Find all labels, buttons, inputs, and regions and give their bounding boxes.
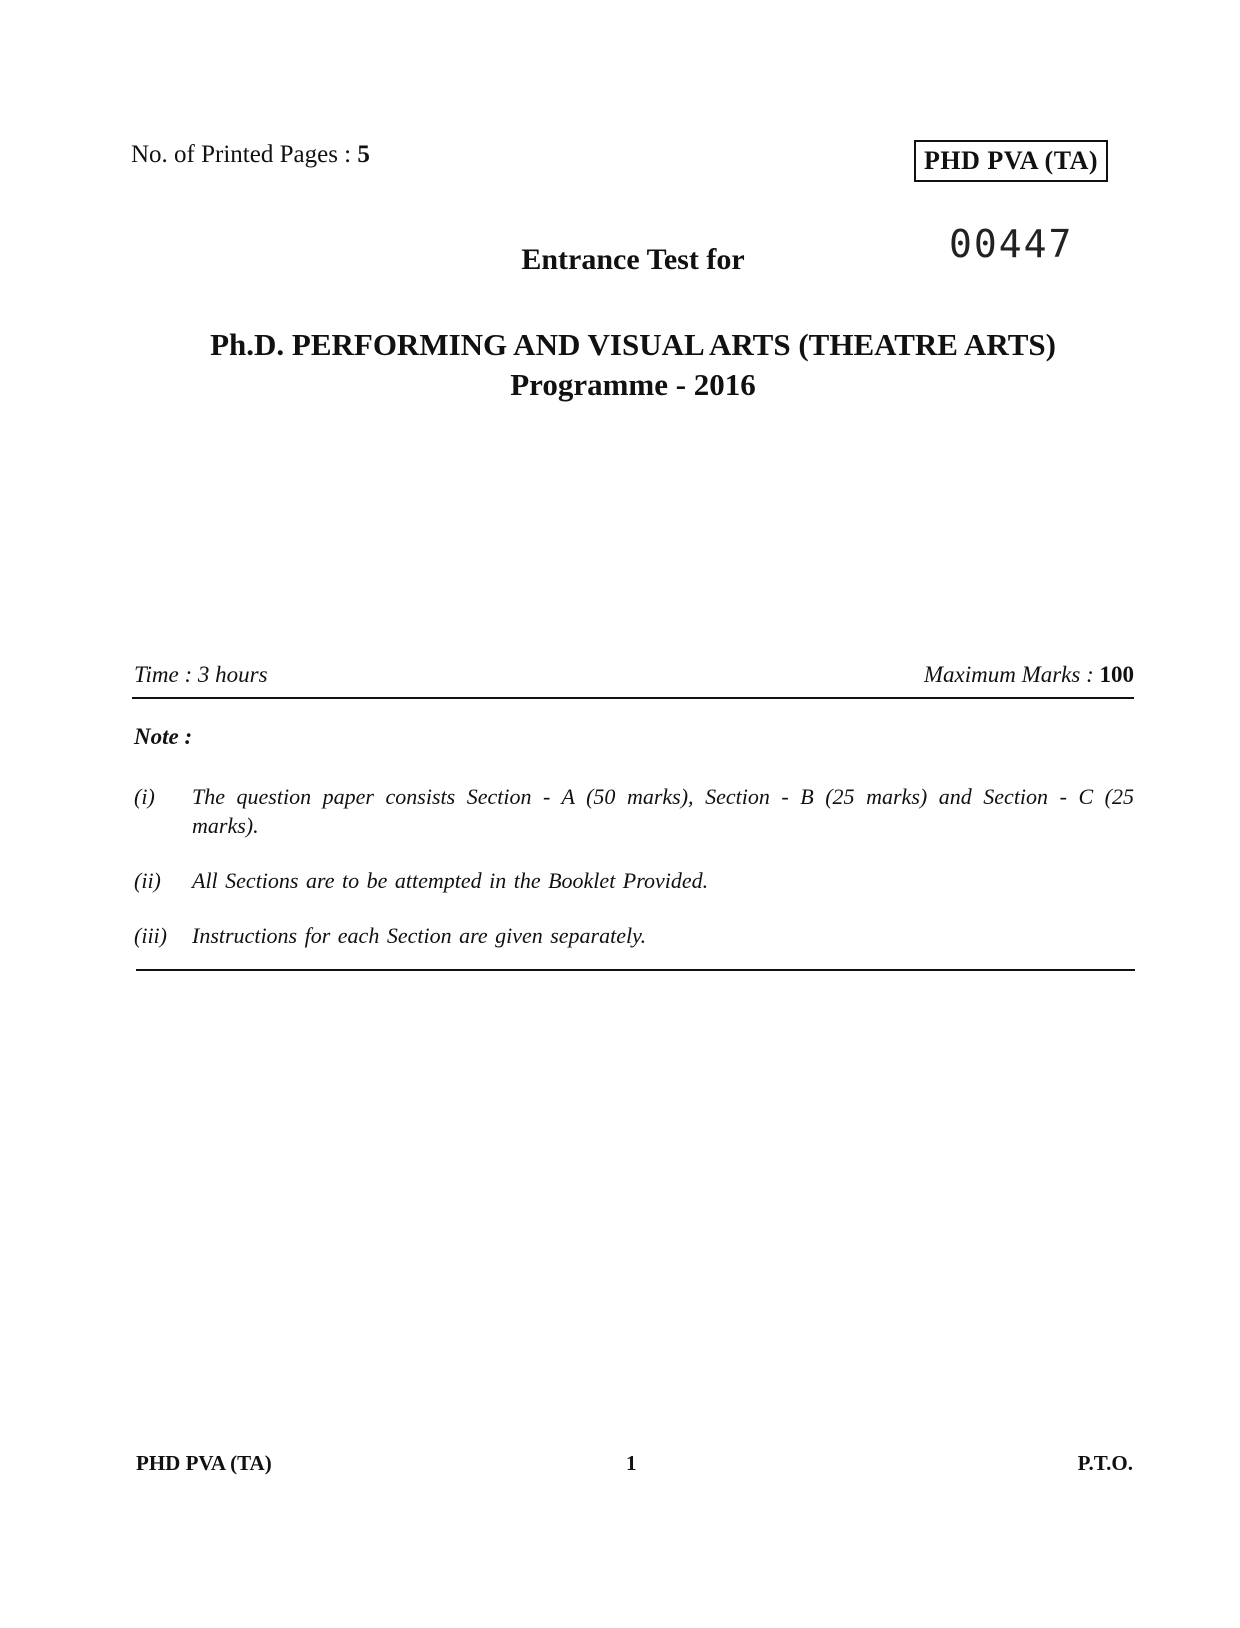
divider-top <box>132 697 1134 699</box>
note-list <box>134 782 1134 976</box>
note-text: All Sections are to be attempted in the Booklet Provided. <box>192 868 709 893</box>
footer-paper-code: PHD PVA (TA) <box>136 1451 272 1475</box>
programme-title <box>0 325 1240 405</box>
footer-pto: P.T.O. <box>1077 1451 1133 1475</box>
paper-code-box: PHD PVA (TA) <box>914 140 1108 182</box>
printed-pages-value: 5 <box>357 141 370 168</box>
note-text: Instructions for each Section are given separately. <box>192 923 647 948</box>
maximum-marks-value: 100 <box>1099 662 1134 687</box>
divider-bottom <box>136 969 1135 971</box>
printed-pages-label: No. of Printed Pages : <box>131 141 358 168</box>
note-item <box>134 921 1134 950</box>
maximum-marks-label: Maximum Marks : <box>923 662 1100 687</box>
note-marker: (i) <box>134 784 155 809</box>
note-marker: (iii) <box>134 923 167 948</box>
note-item <box>134 866 1134 895</box>
exam-time: Time : 3 hours <box>134 662 268 687</box>
serial-number: 00447 <box>949 222 1074 266</box>
note-item <box>134 782 1134 840</box>
programme-name: Ph.D. PERFORMING AND VISUAL ARTS (THEATRE ARTS) <box>210 327 1056 362</box>
note-text: The question paper consists Section - A (50 marks), Section - B (25 marks) and Section - C (25 marks). <box>192 784 1134 838</box>
maximum-marks <box>924 662 1134 688</box>
note-marker: (ii) <box>134 868 161 893</box>
printed-pages-count <box>131 141 370 169</box>
note-label: Note : <box>134 724 193 749</box>
footer-page-number: 1 <box>626 1451 637 1475</box>
title-entrance-test: Entrance Test for <box>521 243 745 276</box>
programme-year: Programme - 2016 <box>510 367 756 402</box>
